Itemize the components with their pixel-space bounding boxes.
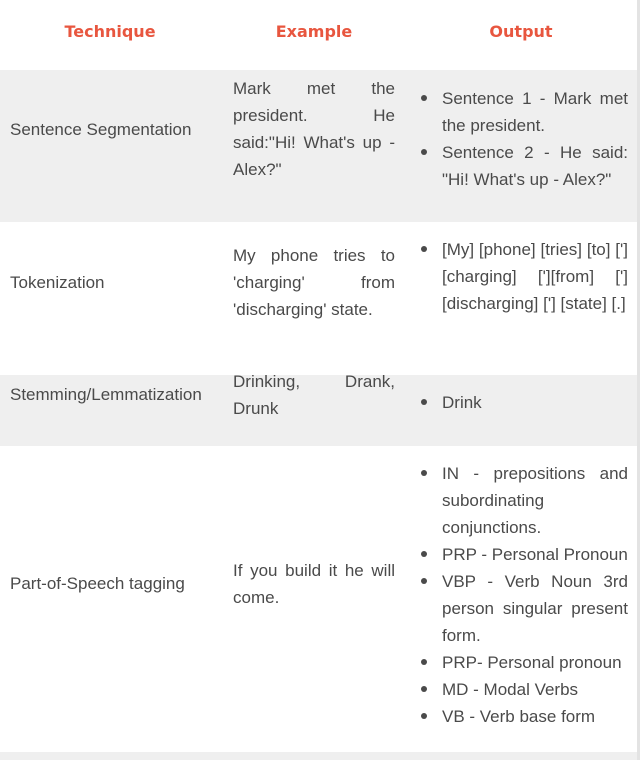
output-item	[418, 139, 628, 193]
technique-cell: Stemming/Lemmatization	[10, 385, 202, 404]
example-cell: If you build it he will come.	[233, 561, 395, 607]
bullet-icon	[421, 551, 427, 557]
example-cell: Drinking, Drank, Drunk	[233, 372, 395, 418]
output-item	[418, 460, 628, 541]
output-item	[418, 85, 628, 139]
output-item	[418, 568, 628, 649]
bullet-icon	[421, 95, 427, 101]
bullet-icon	[421, 659, 427, 665]
table-row-sentence-segmentation	[0, 70, 640, 222]
output-text: Sentence 1 - Mark met the president.	[442, 89, 628, 135]
table-row-pos-tagging	[0, 446, 640, 752]
output-text: PRP - Personal Pronoun	[442, 545, 628, 564]
output-text: Sentence 2 - He said: "Hi! What's up - Alex?"	[442, 143, 628, 189]
output-list	[418, 460, 628, 730]
example-cell: Mark met the president. He said:"Hi! What's up - Alex?"	[233, 79, 395, 179]
table-row-stemming	[0, 372, 640, 446]
table-row-tokenization	[0, 222, 640, 375]
output-item	[418, 703, 628, 730]
bullet-icon	[421, 246, 427, 252]
output-text: VBP - Verb Noun 3rd person singular present form.	[442, 572, 628, 645]
bullet-icon	[421, 149, 427, 155]
bullet-icon	[421, 578, 427, 584]
bullet-icon	[421, 686, 427, 692]
output-item	[418, 389, 628, 416]
table-header	[0, 0, 640, 70]
technique-cell: Tokenization	[10, 273, 105, 292]
bullet-icon	[421, 399, 427, 405]
bullet-icon	[421, 470, 427, 476]
output-text: Drink	[442, 393, 482, 412]
output-list	[418, 236, 628, 317]
output-text: [My] [phone] [tries] [to] ['] [charging] ['][from] ['] [discharging] ['] [state] [.]	[442, 240, 628, 313]
output-text: MD - Modal Verbs	[442, 680, 579, 699]
output-item	[418, 541, 628, 568]
output-text: IN - prepositions and subordinating conjunctions.	[442, 464, 628, 537]
header-output: Output	[489, 22, 553, 41]
output-text: PRP- Personal pronoun	[442, 653, 622, 672]
output-text: VB - Verb base form	[442, 707, 596, 726]
output-list	[418, 85, 628, 193]
header-example: Example	[275, 22, 353, 41]
output-item	[418, 649, 628, 676]
technique-cell: Part-of-Speech tagging	[10, 574, 185, 593]
table-row-next	[0, 752, 640, 760]
output-item	[418, 236, 628, 317]
output-item	[418, 676, 628, 703]
bullet-icon	[421, 713, 427, 719]
technique-cell: Sentence Segmentation	[10, 120, 192, 139]
example-cell: My phone tries to 'charging' from 'discharging' state.	[233, 246, 395, 319]
header-technique: Technique	[64, 22, 156, 41]
output-list	[418, 389, 628, 416]
